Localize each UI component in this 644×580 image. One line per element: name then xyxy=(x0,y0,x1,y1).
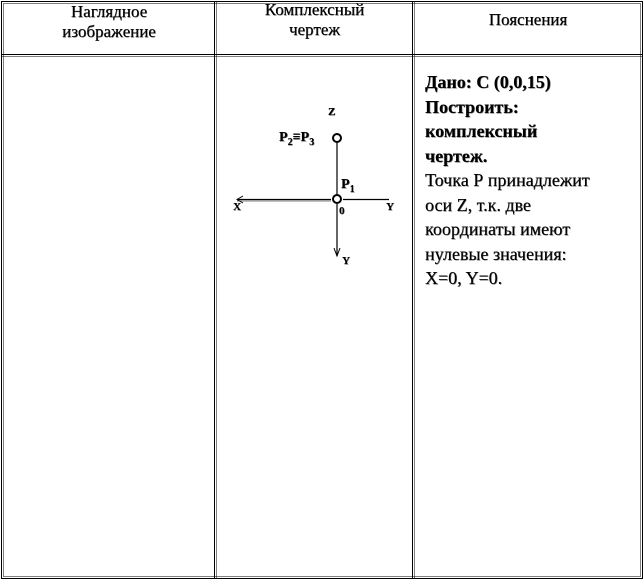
body-line-5: X=0, Y=0. xyxy=(425,268,503,288)
complex-drawing xyxy=(217,58,412,576)
explanation-text xyxy=(425,70,637,291)
task-line-3: чертеж. xyxy=(425,145,488,166)
body-line-2: оси Z, т.к. две xyxy=(425,194,531,215)
p3-letter: P xyxy=(300,130,310,145)
axis-y-down-label: Y xyxy=(342,255,350,267)
identity-sign: ≡ xyxy=(292,130,301,145)
point-p2-p3 xyxy=(333,134,341,142)
point-p1 xyxy=(333,195,341,203)
p2-letter: P xyxy=(279,130,288,145)
p1-letter: P xyxy=(341,177,350,192)
header-complex-line2: чертеж xyxy=(288,20,341,39)
p2-sub: 2 xyxy=(287,136,293,148)
axis-y-right-label: Y xyxy=(386,201,394,213)
header-visual-image xyxy=(4,2,214,54)
header-complex-line1: Комплексный xyxy=(264,0,365,19)
body-line-4: нулевые значения: xyxy=(425,243,567,264)
p1-sub: 1 xyxy=(349,183,355,195)
task-line-1: Построить: xyxy=(425,96,519,117)
body-line-3: координаты имеют xyxy=(425,219,571,239)
header-explanations-label: Пояснения xyxy=(488,10,568,29)
p3-sub: 3 xyxy=(309,136,315,148)
visual-image-cell xyxy=(4,58,214,576)
header-complex-drawing xyxy=(217,0,412,52)
header-visual-line2: изображение xyxy=(62,22,156,41)
point-p1-label xyxy=(341,177,355,195)
header-explanations xyxy=(415,10,641,62)
point-p2-p3-label xyxy=(279,130,314,148)
origin-label: 0 xyxy=(339,205,345,217)
axis-x-label: X xyxy=(233,201,241,213)
axis-z-label: Z xyxy=(328,106,336,118)
header-visual-line1: Наглядное xyxy=(70,2,148,21)
body-line-1: Точка Р принадлежит xyxy=(425,170,590,190)
task-line-2: комплексный xyxy=(425,121,538,141)
given-line: Дано: С (0,0,15) xyxy=(425,72,551,92)
